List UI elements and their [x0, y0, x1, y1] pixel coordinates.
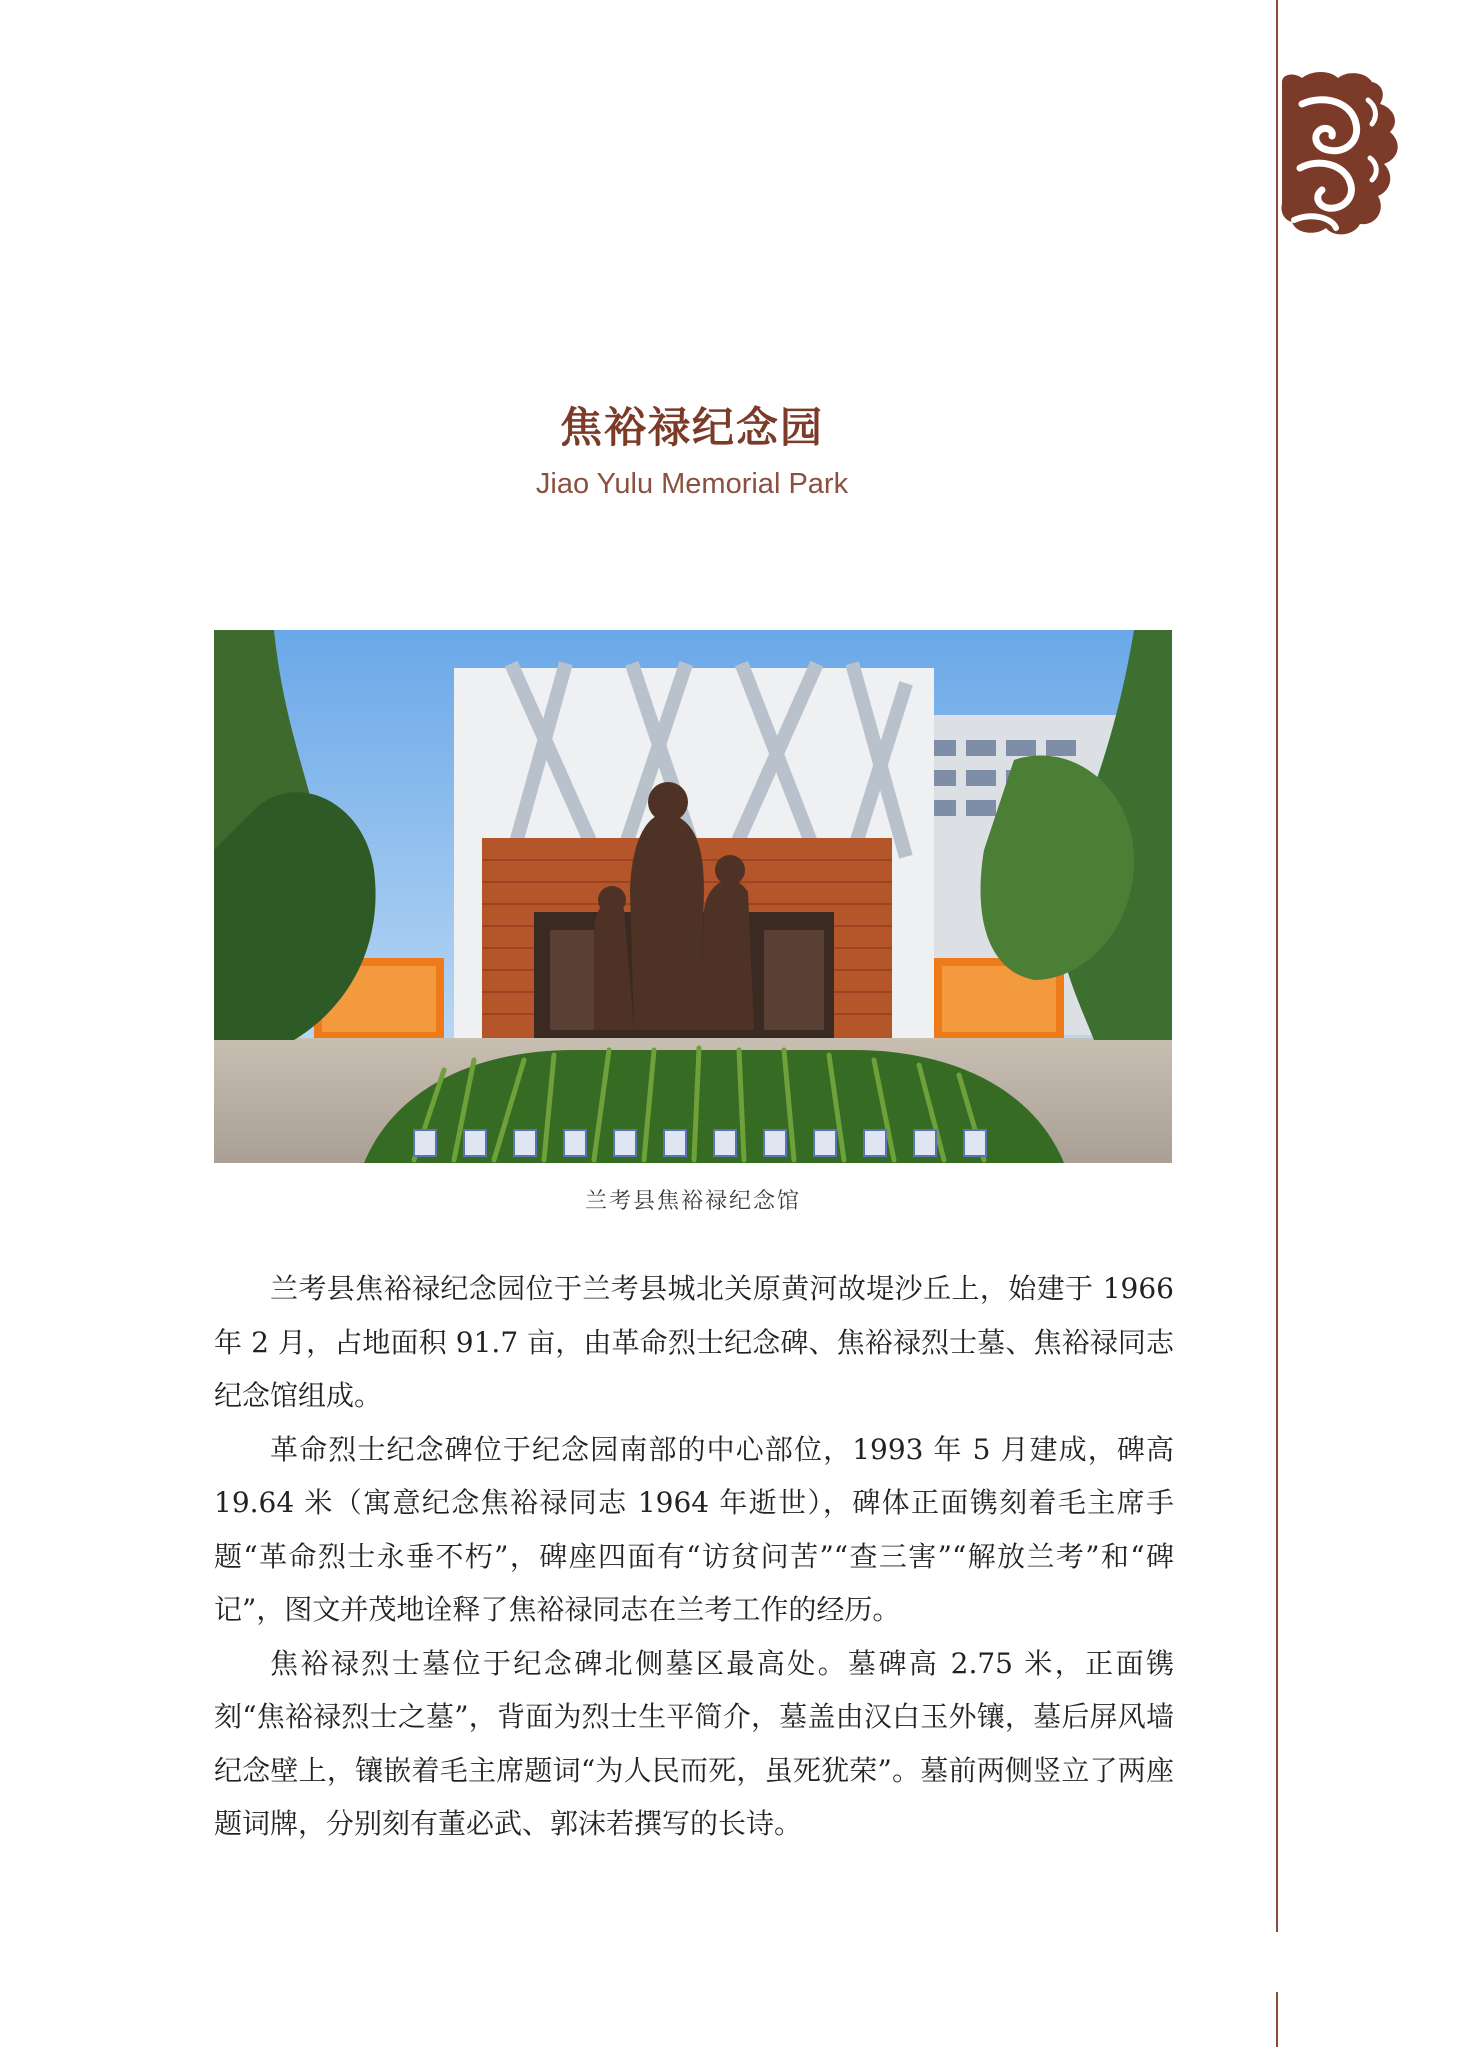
- margin-rule-upper: [1276, 0, 1278, 1932]
- memorial-hall-photo: [214, 630, 1172, 1163]
- margin-rule-lower: [1276, 1992, 1278, 2047]
- article-body: [214, 1262, 1174, 1851]
- title-block: [212, 400, 1172, 502]
- paragraph-tomb: 焦裕禄烈士墓位于纪念碑北侧墓区最高处。墓碑高 2.75 米，正面镌刻“焦裕禄烈士之墓”，背面为烈士生平简介，墓盖由汉白玉外镶，墓后屏风墙纪念壁上，镶嵌着毛主席题词“为人民而死，虽死犹荣”。墓前两侧竖立了两座题词牌，分别刻有董必武、郭沫若撰写的长诗。: [214, 1646, 1174, 1840]
- auspicious-cloud-icon: [1272, 70, 1402, 238]
- photo-caption: 兰考县焦裕禄纪念馆: [584, 1189, 801, 1214]
- page-subtitle: Jiao Yulu Memorial Park: [535, 468, 849, 500]
- page-title: 焦裕禄纪念园: [559, 403, 824, 452]
- paragraph-monument: 革命烈士纪念碑位于纪念园南部的中心部位，1993 年 5 月建成，碑高 19.64 米（寓意纪念焦裕禄同志 1964 年逝世），碑体正面镌刻着毛主席手题“革命烈士永垂不朽”，碑座四面有“访贫问苦”“查三害”“解放兰考”和“碑记”，图文并茂地诠释了焦裕禄同志在兰考工作的经历。: [214, 1432, 1174, 1626]
- paragraph-overview: 兰考县焦裕禄纪念园位于兰考县城北关原黄河故堤沙丘上，始建于 1966 年 2 月，占地面积 91.7 亩，由革命烈士纪念碑、焦裕禄烈士墓、焦裕禄同志纪念馆组成。: [214, 1272, 1174, 1412]
